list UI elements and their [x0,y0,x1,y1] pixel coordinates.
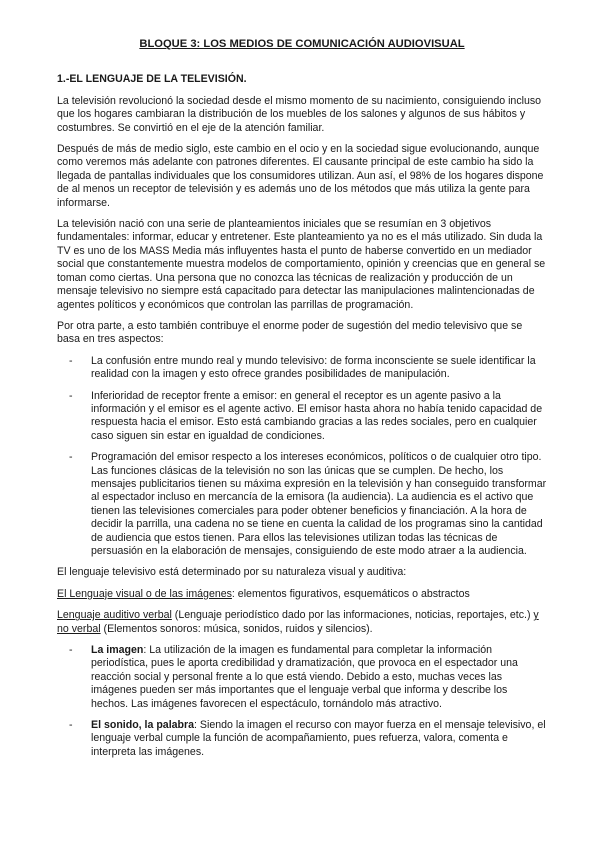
dash-bullet: - [69,389,73,402]
element-term: La imagen [91,644,144,657]
visual-language-line [57,588,547,601]
document-page [57,38,547,767]
list-item [57,355,547,382]
paragraph-suggestion: Por otra parte, a esto también contribuye el enorme poder de sugestión del medio televisivo que se basa en tres aspectos: [57,319,523,346]
section-heading: 1.-EL LENGUAJE DE LA TELEVISIÓN. [57,73,247,86]
list-item [57,719,547,759]
auditory-verbal-label: Lenguaje auditivo verbal [57,609,172,622]
list-item-text: Programación del emisor respecto a los intereses económicos, políticos o de cualquier otro tipo. Las funciones clásicas de la televisión no son las únicas que se cumplen. De hecho, los mensajes publicitarios tienen su máxima expresión en la televisión y han conseguido transformar al espectador incluso en mercancía de la emisora (la audiencia). La audiencia es el activo que tienen las televisiones comerciales para poder obtener beneficios y financiación. A la hora de decidir la parrilla, una cadena no se tiene en cuenta la calidad de los programas sino la cantidad de audiencia que estos tienen. Para ellos las televisiones utilizan todas las técnicas de persuasión en la elaboración de mensajes, consiguiendo de este modo atraer a la audiencia. [91,451,547,557]
list-item [57,451,547,558]
auditory-verbal-text: (Lenguaje periodístico dado por las informaciones, noticias, reportajes, etc.) [171,609,534,622]
element-term: El sonido, la palabra [91,719,195,732]
list-item-text: La confusión entre mundo real y mundo televisivo: de forma inconsciente se suele identificar la realidad con la imagen y esto ofrece grandes posibilidades de manipulación. [91,354,536,381]
paragraph-objectives: La televisión nació con una serie de planteamientos iniciales que se resumían en 3 objetivos fundamentales: informar, educar y entretener. Este planteamiento ya no es el más utilizado. Sin duda la TV es uno de los MASS Media más influyentes hasta el punto de haberse convertido en un mediador social que constantemente muestra modelos de comportamiento, opinión y creencias que en general se toman como ciertas. Una persona que no conozca las técnicas de realización y producción de un mensaje televisivo no siempre está capacitado para detectar las manipulaciones malintencionadas de agentes políticos y económicos que controlan las parrillas de programación. [57,218,546,311]
list-item [57,644,547,711]
dash-bullet: - [69,451,73,464]
aspects-list [57,355,547,559]
nonverbal-label: y no verbal [57,609,539,635]
list-item-text: Inferioridad de receptor frente a emisor: en general el receptor es un agente pasivo a la información y el emisor es el agente activo. El emisor hasta ahora no había tenido capacidad de respuesta hacia el emisor. Esto está cambiando gracias a las redes sociales, pero en cualquier caso siguen sin estar en igualdad de condiciones. [91,389,543,442]
nature-line: El lenguaje televisivo está determinado por su naturaleza visual y auditiva: [57,566,407,579]
dash-bullet: - [69,719,73,732]
nonverbal-text: (Elementos sonoros: música, sonidos, ruidos y silencios). [100,622,373,635]
visual-language-text: : elementos figurativos, esquemáticos o abstractos [231,587,470,600]
dash-bullet: - [69,644,73,657]
paragraph-intro: La televisión revolucionó la sociedad desde el mismo momento de su nacimiento, consiguiendo incluso que los hogares cambiaran la distribución de los muebles de los salones y algunos de sus hábitos y costumbres. Se convirtió en el eje de la atención familiar. [57,94,542,134]
paragraph-evolution: Después de más de medio siglo, este cambio en el ocio y en la sociedad sigue evolucionando, aunque como veremos más adelante con patrones diferentes. El causante principal de este cambio ha sido la llegada de pantallas individuales que los consumidores utilizan. Aun así, el 98% de los hogares dispone de al menos un receptor de televisión y es además uno de los métodos que más utiliza la gente para informarse. [57,143,544,209]
document-title: BLOQUE 3: LOS MEDIOS DE COMUNICACIÓN AUDIOVISUAL [139,38,465,50]
auditory-language-line [57,609,547,636]
list-item [57,390,547,444]
visual-language-label: El Lenguaje visual o de las imágenes [57,587,232,600]
elements-list [57,644,547,759]
dash-bullet: - [69,354,73,367]
element-text: : Siendo la imagen el recurso con mayor fuerza en el mensaje televisivo, el lenguaje verbal cumple la función de acompañamiento, pues refuerza, valora, comenta e interpreta las imágenes. [91,719,546,758]
element-text: : La utilización de la imagen es fundamental para completar la información periodística, pues le aporta credibilidad y dramatización, que provoca en el espectador una reacción social y personal frente a lo que está viendo. Debido a esto, muchas veces las imágenes pueden ser más importantes que el lenguaje verbal que informa y describe los hechos. Las imágenes favorecen el espectáculo, tornándolo más atractivo. [91,644,518,710]
